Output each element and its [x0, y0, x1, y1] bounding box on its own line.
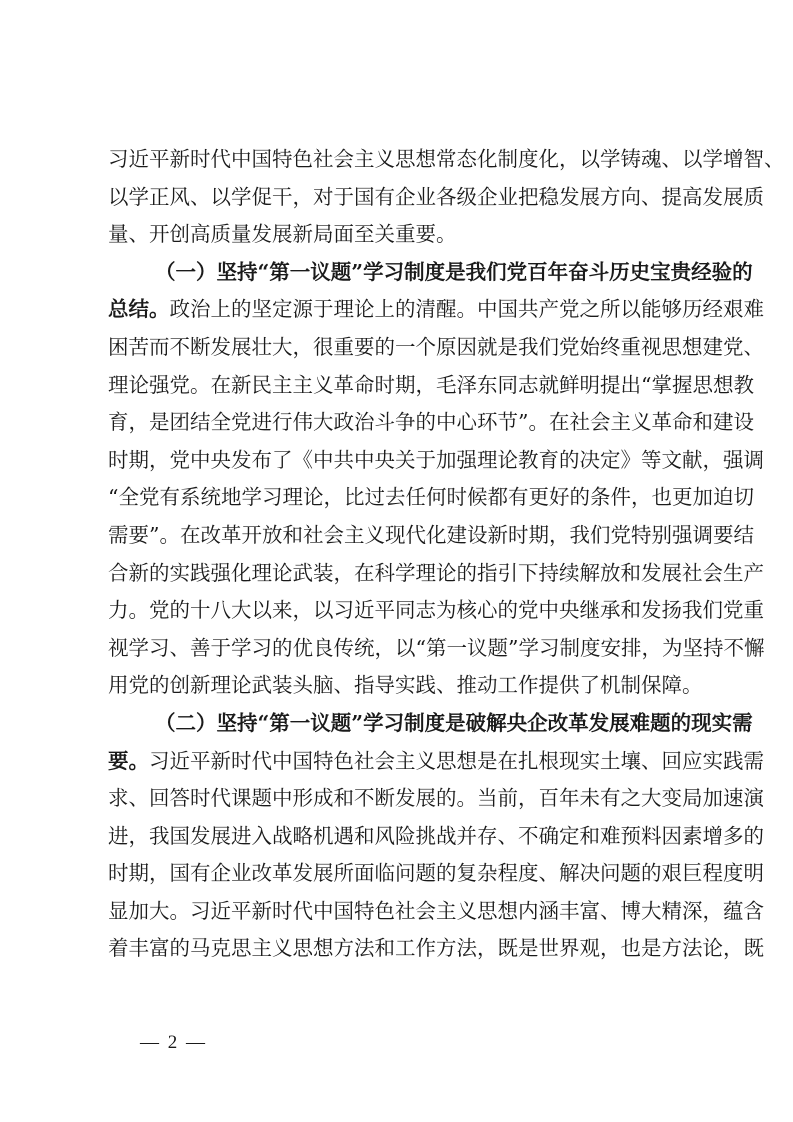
text-line: [108, 630, 765, 668]
bold-heading-text: （一）坚持“第一议题”学习制度是我们党百年奋斗历史宝贵经验的: [155, 259, 753, 284]
bold-heading-text: （二）坚持“第一议题”学习制度是破解央企改革发展难题的现实需: [155, 710, 753, 735]
document-body: [108, 141, 785, 968]
text-line: [108, 442, 764, 480]
line-text: 显加大。习近平新时代中国特色社会主义思想内涵丰富、博大精深，蕴含: [108, 898, 764, 923]
line-text: “全党有系统地学习理论，比过去任何时候都有更好的条件，也更加迫切: [108, 485, 754, 510]
line-text: 习近平新时代中国特色社会主义思想是在扎根现实土壤、回应实践需: [149, 748, 764, 773]
text-line: [108, 780, 764, 818]
page-number: — 2 —: [140, 1032, 207, 1053]
text-line: [108, 367, 754, 405]
line-text: 用党的创新理论武装头脑、指导实践、推动工作提供了机制保障。: [108, 673, 703, 698]
line-text: 以学正风、以学促干，对于国有企业各级企业把稳发展方向、提高发展质: [108, 184, 764, 209]
text-line: [108, 743, 764, 781]
text-line: [108, 291, 764, 329]
line-text: 困苦而不断发展壮大，很重要的一个原因就是我们党始终重视思想建党、: [108, 334, 764, 359]
line-text: 视学习、善于学习的优良传统，以“第一议题”学习制度安排，为坚持不懈: [108, 635, 765, 660]
text-line: [108, 930, 764, 968]
text-line: [108, 893, 764, 931]
section-heading-line: [108, 254, 753, 292]
line-text: 着丰富的马克思主义思想方法和工作方法，既是世界观，也是方法论，既: [108, 936, 764, 961]
text-line: [108, 855, 764, 893]
line-text: 育，是团结全党进行伟大政治斗争的中心环节”。在社会主义革命和建设: [108, 410, 754, 435]
text-line: [108, 667, 703, 705]
bold-heading-text: 要。: [108, 748, 149, 773]
line-text: 合新的实践强化理论武装，在科学理论的指引下持续解放和发展社会生产: [108, 560, 764, 585]
line-text: 习近平新时代中国特色社会主义思想常态化制度化，以学铸魂、以学增智、: [108, 147, 785, 171]
line-text: 理论强党。在新民主主义革命时期，毛泽东同志就鲜明提出“掌握思想教: [108, 372, 754, 397]
line-text: 时期，国有企业改革发展所面临问题的复杂程度、解决问题的艰巨程度明: [108, 861, 764, 886]
line-text: 力。党的十八大以来，以习近平同志为核心的党中央继承和发扬我们党重: [108, 598, 764, 623]
text-line: [108, 179, 764, 217]
line-text: 时期，党中央发布了《中共中央关于加强理论教育的决定》等文献，强调: [108, 447, 764, 472]
text-line: [108, 818, 764, 856]
text-line: [108, 329, 764, 367]
text-line: [108, 216, 691, 254]
line-text: 求、回答时代课题中形成和不断发展的。当前，百年未有之大变局加速演: [108, 786, 764, 811]
line-text: 需要”。在改革开放和社会主义现代化建设新时期，我们党特别强调要结: [108, 522, 754, 547]
text-line: [108, 479, 754, 517]
line-text: 进，我国发展进入战略机遇和风险挑战并存、不确定和难预料因素增多的: [108, 823, 764, 848]
line-text: 量、开创高质量发展新局面至关重要。: [108, 222, 457, 247]
line-text: 政治上的坚定源于理论上的清醒。中国共产党之所以能够历经艰难: [169, 297, 764, 322]
text-line: [108, 517, 754, 555]
text-line: [108, 555, 764, 593]
text-line: [108, 404, 754, 442]
text-line: [108, 141, 785, 179]
section-heading-line: [108, 705, 753, 743]
bold-heading-text: 总结。: [108, 297, 170, 322]
text-line: [108, 592, 764, 630]
